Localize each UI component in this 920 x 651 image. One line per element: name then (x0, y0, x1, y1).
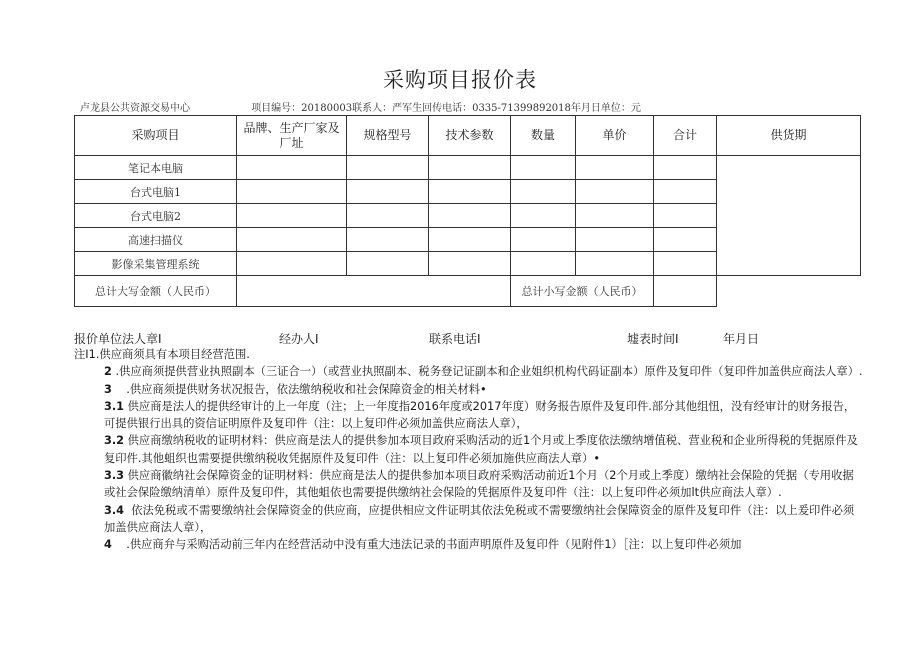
total-upper-value[interactable] (237, 276, 511, 307)
note-text: 依法免税或不需要缴纳社会保障资金的供应商，应提供相应文件证明其依法免税或不需要缴纳社会保障资金的原件及复印件（注：以上爰印件必须加盖供应商法人章）， (104, 503, 855, 534)
note-number: 3 (104, 382, 112, 396)
col-header-model: 规格型号 (347, 116, 429, 156)
total-lower-value[interactable] (654, 276, 717, 307)
cell-brand[interactable] (237, 204, 347, 228)
project-info-line (80, 99, 880, 114)
col-header-specs: 技术参数 (429, 116, 511, 156)
item-name: 台式电脑1 (75, 180, 237, 204)
cell-model[interactable] (347, 228, 429, 252)
date-label: 年月日 (723, 332, 760, 346)
col-header-brand: 品牌、生产厂家及厂址 (237, 116, 347, 156)
item-name: 影像采集管理系统 (75, 252, 237, 276)
total-blank-cell (717, 276, 861, 307)
col-header-delivery: 供货期 (717, 116, 861, 156)
cell-qty[interactable] (511, 156, 576, 180)
phone-label: 联系电话I (429, 332, 481, 346)
col-header-unit-price: 单价 (576, 116, 654, 156)
note-number: 2 (104, 365, 112, 379)
cell-delivery[interactable] (717, 156, 861, 276)
unit-seal-label: 报价单位法人章I (74, 332, 162, 346)
item-name: 高速扫描仪 (75, 228, 237, 252)
signature-row (74, 330, 874, 346)
cell-specs[interactable] (429, 156, 511, 180)
cell-model[interactable] (347, 156, 429, 180)
item-name: 笔记本电脑 (75, 156, 237, 180)
note-number: 3.2 (104, 434, 125, 448)
total-lower-label: 总计小写金额（人民币） (511, 276, 654, 307)
note-number: 3.3 (104, 469, 125, 483)
cell-subtotal[interactable] (654, 204, 717, 228)
note-2 (74, 363, 864, 380)
cell-unit-price[interactable] (576, 228, 654, 252)
note-4 (74, 536, 864, 553)
cell-specs[interactable] (429, 180, 511, 204)
notes-section (74, 346, 864, 554)
cell-unit-price[interactable] (576, 156, 654, 180)
cell-unit-price[interactable] (576, 252, 654, 276)
item-name: 台式电脑2 (75, 204, 237, 228)
cell-subtotal[interactable] (654, 228, 717, 252)
note-number: 3.4 (104, 503, 125, 517)
note-3-4 (74, 502, 864, 537)
table-row (75, 156, 861, 180)
cell-unit-price[interactable] (576, 204, 654, 228)
cell-unit-price[interactable] (576, 180, 654, 204)
quotation-table (74, 115, 861, 307)
total-upper-label: 总计大写金额（人民币） (75, 276, 237, 307)
cell-subtotal[interactable] (654, 252, 717, 276)
fill-time-label: 墟表时间I (627, 332, 679, 346)
col-header-subtotal: 合计 (654, 116, 717, 156)
col-header-item: 采购项目 (75, 116, 237, 156)
cell-brand[interactable] (237, 228, 347, 252)
note-3-3 (74, 467, 864, 502)
note-text: 供应商缴纳税收的证明材料：供应商是法人的提供参加本项目政府采购活动的近1个月或上季度依法缴纳增值税、营业税和企业所得税的凭据原件及复印件.其他蛆织也需要提供缴纳税收凭据原件及复印件（注：以上复印件必须加施供应商法人章）• (104, 434, 858, 465)
cell-subtotal[interactable] (654, 156, 717, 180)
project-details: 项目编号：20180003联系人：严军生回传电话：0335-71399892018年月日单位：元 (251, 103, 641, 114)
cell-brand[interactable] (237, 180, 347, 204)
issuing-org: 卢龙县公共资源交易中心 (80, 103, 190, 114)
cell-qty[interactable] (511, 228, 576, 252)
note-1: 注I1.供应商须具有本项目经营范围. (74, 348, 250, 361)
cell-brand[interactable] (237, 252, 347, 276)
note-number: 3.1 (104, 399, 125, 413)
note-text: .供应商须提供财务状况报告，依法缴纳税收和社会保障资金的相关材料• (126, 382, 487, 396)
cell-model[interactable] (347, 204, 429, 228)
cell-qty[interactable] (511, 252, 576, 276)
note-number: 4 (104, 538, 112, 552)
total-row (75, 276, 861, 307)
col-header-qty: 数量 (511, 116, 576, 156)
cell-model[interactable] (347, 252, 429, 276)
note-text: .供应商弁与采购活动前三年内在经营活动中没有重大违法记录的书面声明原件及复印件（见附件1）［注：以上复印件必须加 (126, 538, 742, 552)
cell-brand[interactable] (237, 156, 347, 180)
note-text: .供应商须提供营业执照副本（三证合一）（或营业执照副本、税务登记证副本和企业姐织机构代码证副本）原件及复印件（复印件加盖供应商法人章）. (115, 365, 863, 379)
note-text: 供应商徽纳社会保障资金的证明材料：供应商是法人的提供参加本项目政府采购活动前近1个月（2个月或上季度）缴纳社会保险的凭据（专用收据或社会保险缴纳清单）原件及复印件，其他蛆依也需要提供缴纳社会保险的凭据原件及复印件（注：以上复印件必须加lt供应商法人章）. (104, 469, 854, 500)
agent-label: 经办人I (279, 332, 319, 346)
table-header-row (75, 116, 861, 156)
note-3-1 (74, 398, 864, 433)
cell-specs[interactable] (429, 228, 511, 252)
cell-qty[interactable] (511, 204, 576, 228)
cell-specs[interactable] (429, 252, 511, 276)
note-3 (74, 381, 864, 398)
note-text: 供应商是法人的提供经审计的上一年度（注；上一年度指2016年度或2017年度）财务报告原件及复印件.部分其他组忸，没有经审计的财务报告，可提供银行出具的资信证明原件及复印件（注：以上复印件必须加盖供应商法人章）， (104, 399, 856, 431)
cell-model[interactable] (347, 180, 429, 204)
note-3-2 (74, 432, 864, 467)
cell-qty[interactable] (511, 180, 576, 204)
cell-specs[interactable] (429, 204, 511, 228)
page-title: 采购项目报价表 (383, 68, 537, 92)
cell-subtotal[interactable] (654, 180, 717, 204)
